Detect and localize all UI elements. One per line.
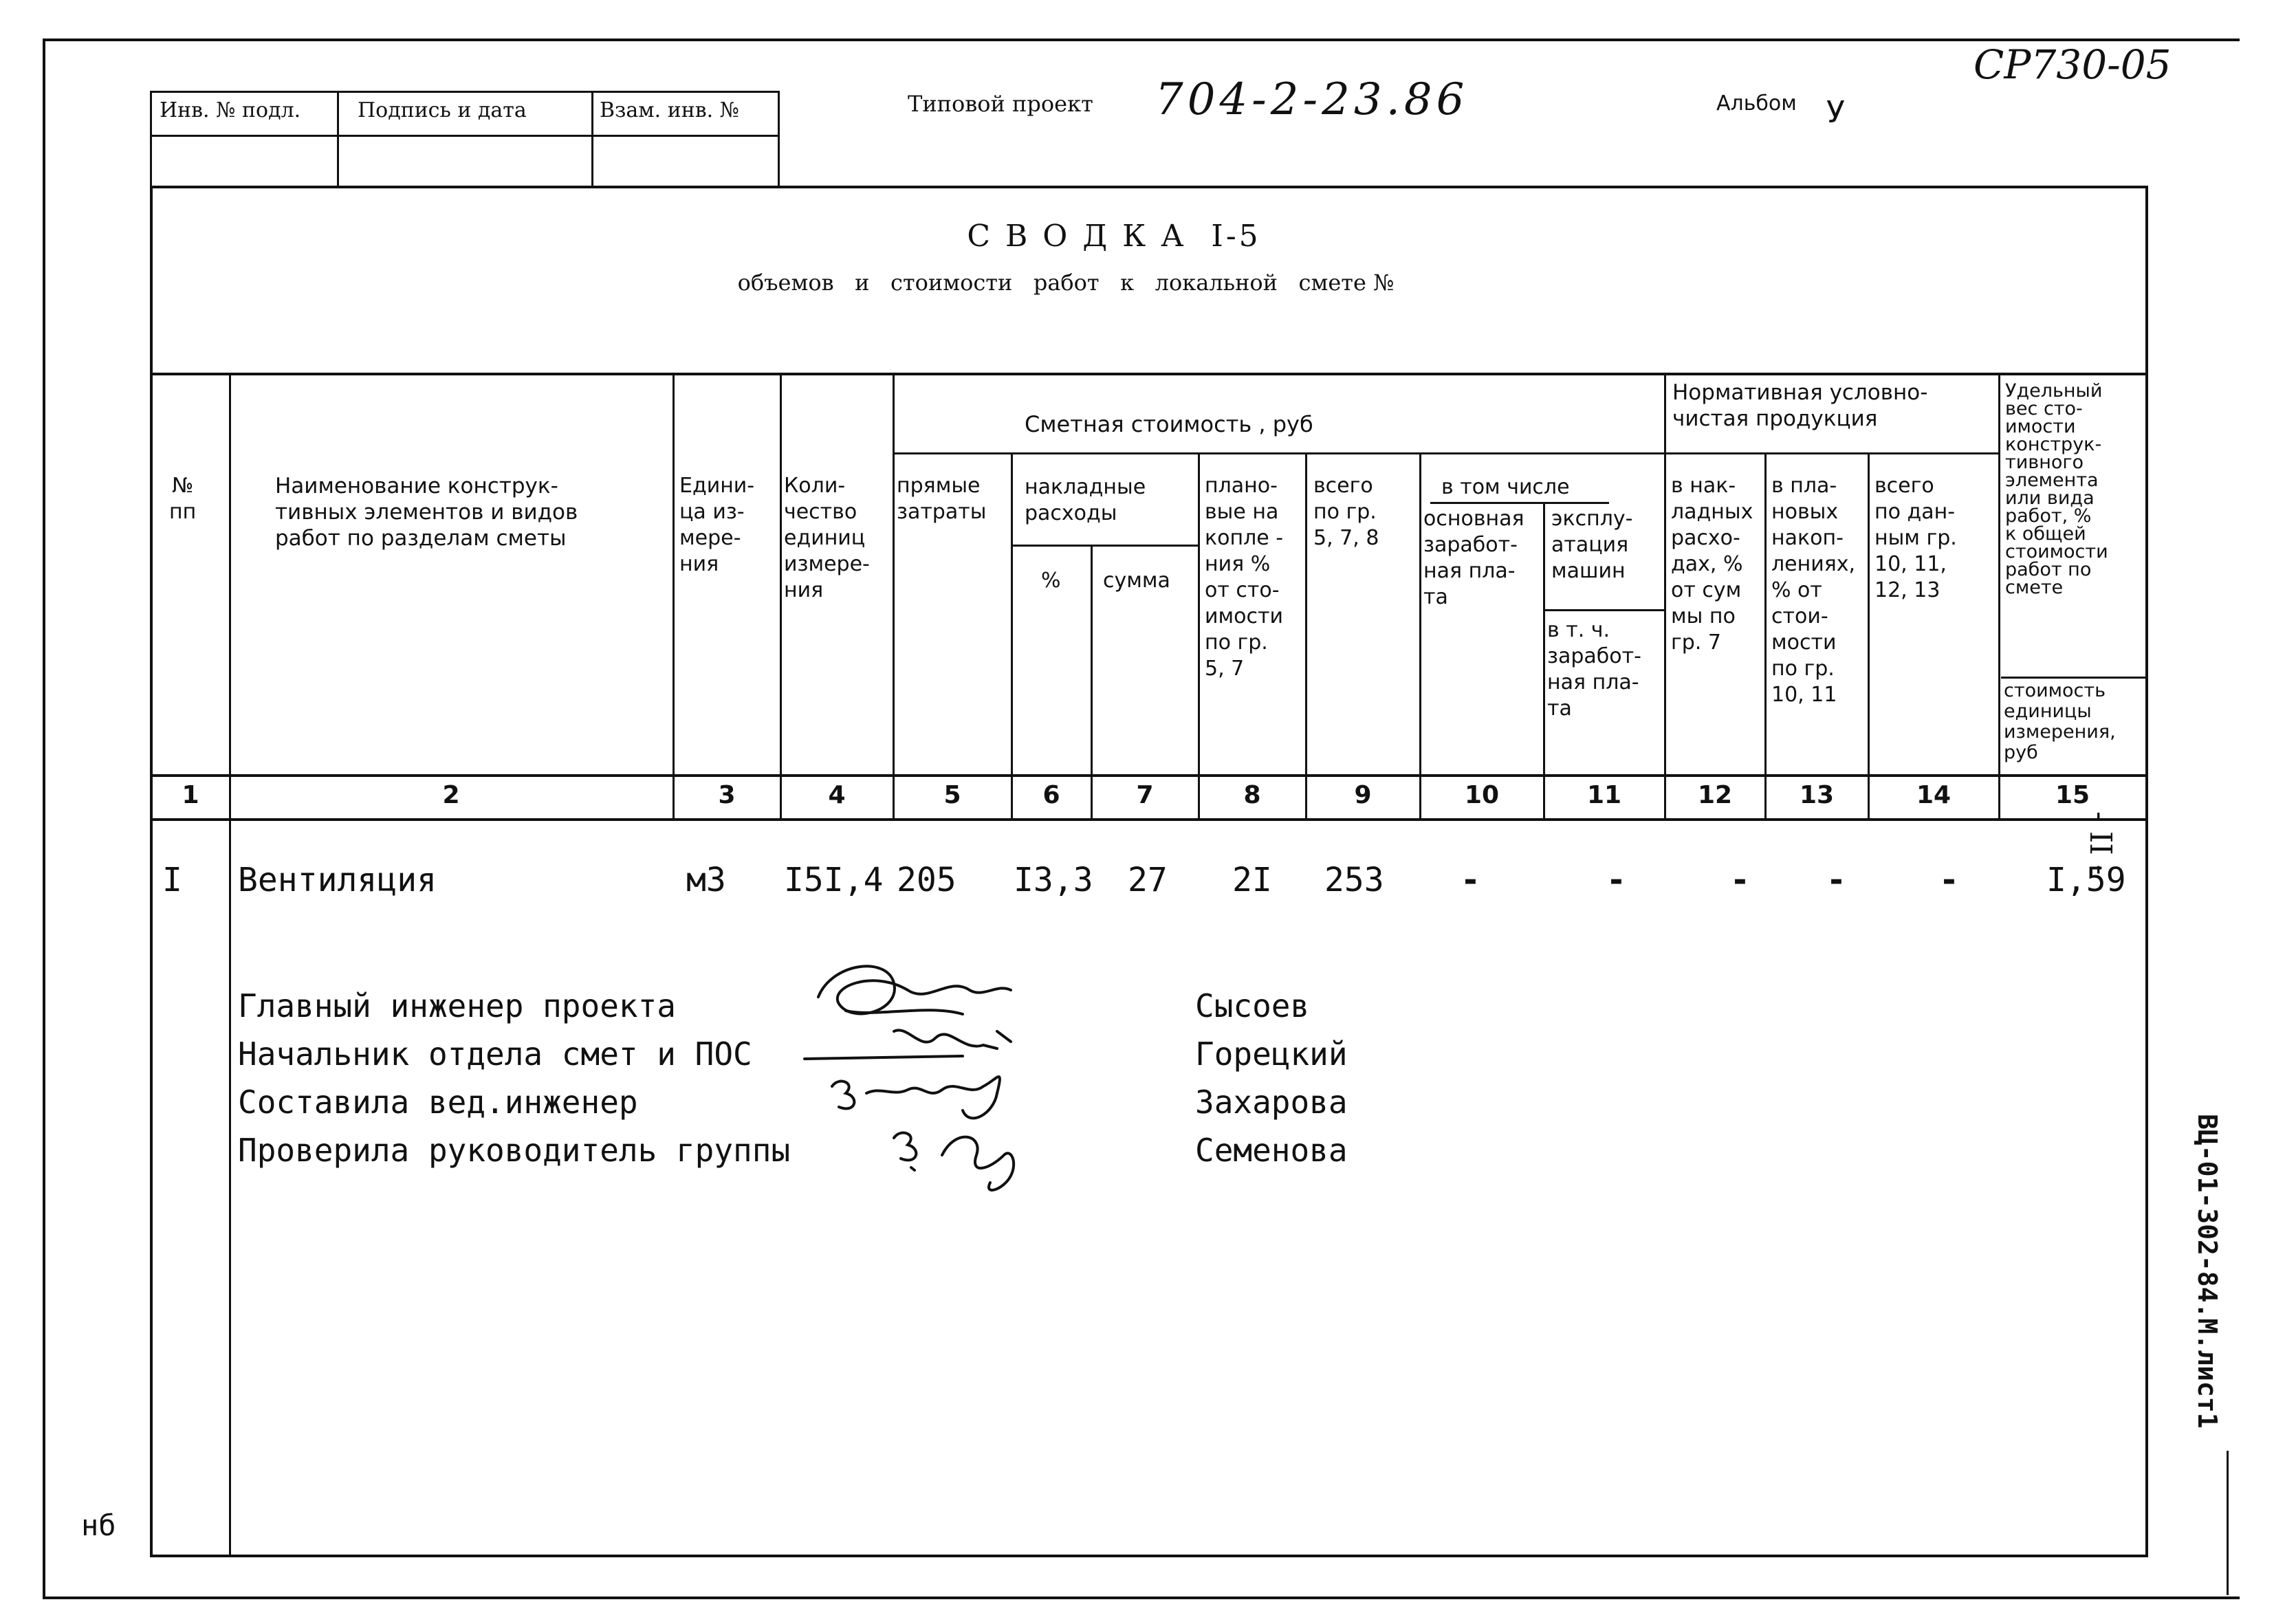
c15-split-line xyxy=(2001,677,2147,679)
project-label: Типовой проект xyxy=(908,91,1093,117)
col-header-1: № пп xyxy=(169,474,197,524)
album-value: У xyxy=(1826,95,1845,130)
col-number: 11 xyxy=(1586,781,1622,809)
row-overhead-pct: I3,3 xyxy=(1014,861,1093,899)
table-right-line xyxy=(2145,186,2148,1557)
col-header-5: прямые затраты xyxy=(897,474,987,524)
row-c13: - xyxy=(1826,861,1846,899)
group-header-including: в том числе xyxy=(1441,475,1570,499)
colnum-top-line xyxy=(150,774,2148,777)
col-number: 14 xyxy=(1916,781,1952,809)
signature-role: Составила вед.инженер xyxy=(238,1084,638,1121)
group-header-line xyxy=(893,452,1664,454)
col-header-15-top: Удельный вес сто- имости конструк- тивного элемента или вида работ, % к общей стоимости работ по смете xyxy=(2005,380,2108,598)
table-left-line xyxy=(150,186,153,1557)
col-line xyxy=(1868,452,1870,818)
col-number: 4 xyxy=(828,781,846,809)
stamp-header-replacement: Взам. инв. № xyxy=(600,98,740,122)
col-number: 15 xyxy=(2055,781,2090,809)
col-header-10: основная заработ- ная пла- та xyxy=(1423,507,1524,609)
stamp-divider xyxy=(337,91,339,187)
row-qty: I5I,4 xyxy=(784,861,884,899)
row-total: 253 xyxy=(1324,861,1384,899)
signature-role: Проверила руководитель группы xyxy=(238,1132,791,1169)
col-number: 13 xyxy=(1799,781,1835,809)
stamp-header-inv: Инв. № подл. xyxy=(160,98,301,122)
document-title: С В О Д К А I-5 xyxy=(967,219,1261,254)
stamp-header-signature: Подпись и дата xyxy=(358,98,527,122)
row-number: I xyxy=(162,861,182,899)
col-line xyxy=(229,373,231,1555)
col-line xyxy=(1998,373,2000,818)
group-header-normative-product: Нормативная условно- чистая продукция xyxy=(1672,380,1928,431)
signature-name: Захарова xyxy=(1195,1084,1348,1121)
signature-name: Семенова xyxy=(1195,1132,1348,1169)
stamp-top-line xyxy=(150,91,780,93)
table-top-line xyxy=(150,186,2148,188)
col-line xyxy=(780,373,782,818)
col-line xyxy=(1419,452,1421,818)
col-line xyxy=(1198,452,1200,818)
row-c11: - xyxy=(1606,861,1626,899)
corner-bottom-left: нб xyxy=(81,1508,116,1542)
col-header-14: всего по дан- ным гр. 10, 11, 12, 13 xyxy=(1874,474,1957,602)
col-number: 12 xyxy=(1697,781,1733,809)
row-direct: 205 xyxy=(897,861,956,899)
signature-role: Главный инженер проекта xyxy=(238,987,676,1024)
row-c14: - xyxy=(1939,861,1959,899)
col-number: 6 xyxy=(1042,781,1060,809)
table-bottom-line xyxy=(150,1555,2148,1557)
col-header-11-bottom: в т. ч. заработ- ная пла- та xyxy=(1547,618,1641,721)
outer-frame-top xyxy=(43,39,2240,41)
col-header-2: Наименование конструк- тивных элементов и видов работ по разделам сметы xyxy=(275,474,578,551)
stamp-mid-line xyxy=(150,135,780,137)
project-number: 704-2-23.86 xyxy=(1155,74,1469,125)
row-c12: - xyxy=(1730,861,1750,899)
col-number: 7 xyxy=(1136,781,1154,809)
group-header-overhead: накладные расходы xyxy=(1025,475,1146,525)
col-header-3: Едини- ца из- мере- ния xyxy=(679,474,755,576)
group-header-line xyxy=(1664,452,1998,454)
col-header-6: % xyxy=(1041,569,1061,593)
col-line xyxy=(1664,373,1666,818)
col-number: 10 xyxy=(1464,781,1500,809)
side-code-tick xyxy=(2227,1451,2229,1595)
col-number: 9 xyxy=(1354,781,1372,809)
col-header-9: всего по гр. 5, 7, 8 xyxy=(1313,474,1379,550)
handwritten-signatures xyxy=(791,949,1107,1210)
col-number: 1 xyxy=(182,781,199,809)
row-name: Вентиляция xyxy=(238,861,437,899)
col-line xyxy=(1091,545,1093,818)
stamp-divider xyxy=(778,91,780,187)
row-planned: 2I xyxy=(1232,861,1272,899)
overhead-sub-line xyxy=(1011,545,1198,547)
col-line xyxy=(673,373,675,818)
header-top-line xyxy=(150,373,2148,375)
c11-split-line xyxy=(1543,609,1664,611)
signature-name: Горецкий xyxy=(1195,1035,1348,1073)
stamp-divider xyxy=(150,91,152,187)
col-header-12: в нак- ладных расхо- дах, % от сум мы по гр. 7 xyxy=(1671,474,1753,655)
row-c15: I,59 xyxy=(2046,861,2126,899)
col-number: 2 xyxy=(442,781,460,809)
col-header-8: плано- вые на копле - ния % от сто- имости по гр. 5, 7 xyxy=(1205,474,1284,681)
colnum-bottom-line xyxy=(150,818,2148,821)
including-underline xyxy=(1430,502,1609,504)
col-number: 5 xyxy=(943,781,961,809)
col-line xyxy=(1011,452,1013,818)
col-header-7: сумма xyxy=(1103,569,1170,593)
col-line xyxy=(1764,452,1767,818)
album-label: Альбом xyxy=(1716,91,1797,116)
col-line xyxy=(893,373,895,818)
row-overhead-sum: 27 xyxy=(1128,861,1168,899)
outer-frame-bottom xyxy=(43,1596,2240,1599)
row-unit: м3 xyxy=(686,861,726,899)
signature-name: Сысоев xyxy=(1195,987,1310,1024)
side-page-mark: - II - xyxy=(2083,811,2118,875)
col-line xyxy=(1543,502,1545,818)
corner-mark: СР730-05 xyxy=(1974,41,2172,88)
col-number: 8 xyxy=(1243,781,1261,809)
col-header-11-top: эксплу- атация машин xyxy=(1551,507,1633,583)
document-subtitle: объемов и стоимости работ к локальной смете № xyxy=(737,270,1395,296)
col-number: 3 xyxy=(718,781,736,809)
row-c10: - xyxy=(1461,861,1480,899)
col-header-13: в пла- новых накоп- лениях, % от стои- мости по гр. 10, 11 xyxy=(1771,474,1856,707)
col-header-4: Коли- чество единиц измере- ния xyxy=(784,474,870,602)
group-header-estimated-cost: Сметная стоимость , руб xyxy=(1025,411,1313,437)
stamp-divider xyxy=(591,91,593,187)
outer-frame-left xyxy=(43,39,45,1599)
col-header-15-bottom: стоимость единицы измерения, руб xyxy=(2004,680,2116,763)
signature-role: Начальник отдела смет и ПОС xyxy=(238,1035,752,1073)
side-document-code: ВЦ-01-302-84.М.лист1 xyxy=(2192,1114,2222,1429)
col-line xyxy=(1305,452,1307,818)
